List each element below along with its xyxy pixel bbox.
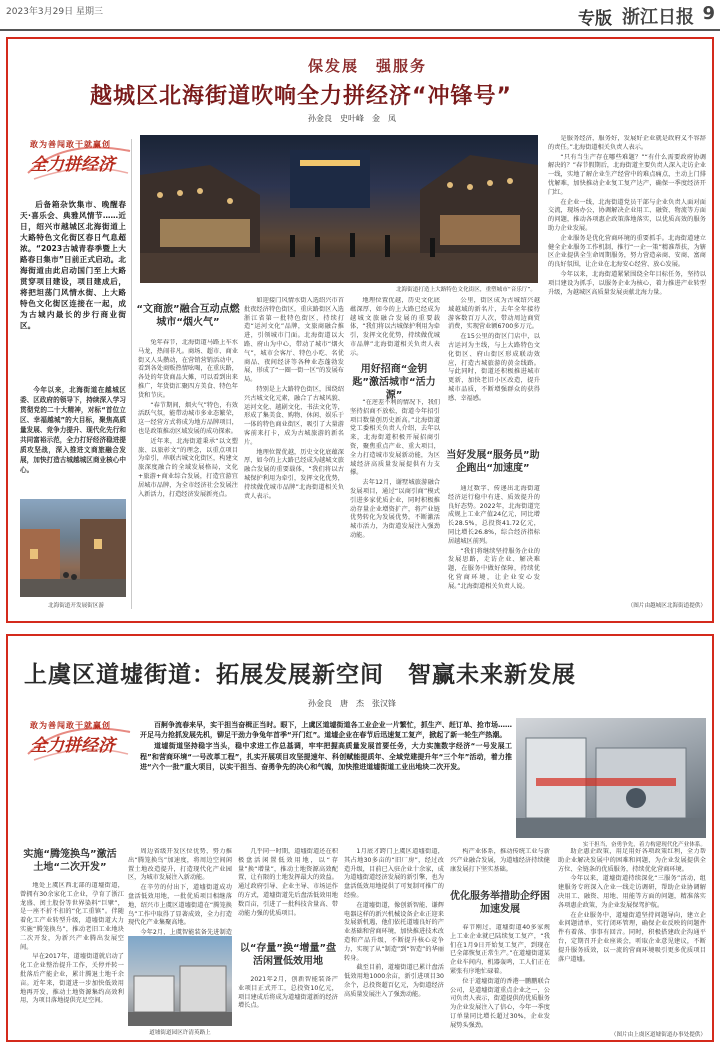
street-photo-caption: 北海街道开发展街区游 [48,603,104,609]
brushstroke-decoration [24,133,134,183]
factory-photo [516,718,706,838]
industrial-park-photo [128,936,232,1026]
issue-date: 2023年3月29日 星期三 [6,7,103,17]
investment-column-top: 地理位置优越，历史文化底蕴深厚，如今的上大路已经成为越城文旅融合发展的重要载体，“我们将以古城保护利用为牵引，发挥文化优势，持续做优城市品牌”北海街道相关负责人表示。 [350,297,440,357]
street-photo-illustration [20,499,126,597]
service-column: 通过数字、传递出北海街道经济运行稳中有进、质效提升的良好态势。2022年，北海街道完成规上工业产值24亿元，同比增长28.5%，总投资41.72亿元，同比增长26.8%，综合经济指标居越城区前列。 “我们将继续坚持服务企业的发展思路，走访企业、解决难题，在服务中做好保障，持续优化营商环境，让企业安心发展。”北海街道相关负责人说。 [448,485,540,590]
campaign-title-2: 全力拼经济 [30,736,115,756]
article2-photo-credit: （图片由上虞区道墟街道办事处提供） [610,1032,706,1038]
masthead [0,0,720,30]
stock-column-top: 几乎同一时期，道墟街道还在积极盘活闲置低效用地，以“存量”换“增量”，推动土地资源高效配置，让有限的土地发挥最大的效益。通过政府引导、企业主导、市场运作的方式，道墟街道先后盘活低效用地数百亩，引进了一批科技含量高、带动能力强的优质项目。 [238,848,338,917]
article-kicker: 保发展 强服务 [308,57,428,75]
article2-headline: 上虞区道墟街道：拓展发展新空间 智赢未来新发展 [24,662,576,688]
service-column-right: 是服务经济，服务好，发展好企业就是政府义不容辞的责任。”北海街道相关负责人表示。 “只有当生产存在哪些难题？”“有什么需要政府协调解决的？”春节假期后，北海街道主要负责人深入走访企业一线，实地了解企业生产经营中的难点痛点，主动上门排忧解难，加快推动企业复工复产达产，确保一季度经济开门红。 在企业一线，北海街道党员干部与企业负责人面对面交流，现场办公，协调解决企业用工、融资、物流等方面的问题，推动各项惠企政策落地落实，以优质高效的服务助力企业发展。 企业服务是优化营商环境的重要抓手。北海街道建立健全企业服务工作机制，推行“一企一策”精准帮扶，为辖区企业提供全生命周期服务，努力营造亲商、安商、富商的良好氛围，让企业在北海安心经营、放心发展。 今年以来，北海街道紧紧围绕全年目标任务，坚持以项目建设为抓手，以服务企业为核心，着力推进产业转型升级，为越城区高质量发展贡献北海力量。 [548,135,706,296]
subhead-service: 当好发展“服务员”助企跑出“加速度” [446,450,540,474]
land-column: 地处上虞区西北部的道墟街道，曾拥有30余家化工企业，孕育了浙江龙盛、闰土股份等世界染料“巨擘”，是一座不折不扣的“化工重镇”。伴随着化工产业转型升级，道墟街道大力实施“腾笼换鸟”，推动老旧工业地块二次开发，为新兴产业腾出发展空间。 早在2017年，道墟街道就启动了化工企业整治提升工作，关停并转一批落后产能企业，累计腾退土地千余亩。近年来，街道进一步加快低效用地再开发，推动土地资源集约高效利用，为项目落地提供充足空间。 [20,882,124,1005]
article2-lead: 百舸争流春来早，实干担当奋楫正当时。眼下，上虞区道墟街道各工业企业一片繁忙，抓生产、赶订单、抢市场……开足马力抢抓发展先机，铆足干劲力争兔年首季“开门红”。道墟企业在春节后迅速复工复产，掀起了新一轮生产热潮。 道墟街道坚持稳字当头，稳中求进工作总基调，牢牢把握高质量发展首要任务，大力实施数字经济“一号发展工程”和营商环境“一号改革工程”，扎实开展项目攻坚提速年、科创赋能提质年、全域党建提升年“三个年”活动，着力推进“六个一批”重大项目，以实干担当、奋勇争先的决心和气魄，加快推进道墟街道工业出地块二次开发。 [140,721,512,771]
night-street-illustration [140,135,538,283]
brushstroke-decoration-2 [24,714,134,764]
masthead-rule [0,29,720,31]
article-daoxu [6,634,714,1042]
article-headline: 越城区北海街道吹响全力拼经济“冲锋号” [90,84,512,109]
campaign-slogan-2: 敢为善闯敢干就赢创 [30,721,111,730]
service-column-2-top: 构产业体系，推动传统工业与新兴产业融合发展，为道墟经济持续健康发展打下坚实基础。 [450,848,550,873]
article-byline: 孙金良 史叶峰 金 凤 [308,114,396,123]
industrial-park-caption: 道墟街道园区许清英路上 [149,1030,211,1036]
newspaper-logo: 浙江日报 [622,7,694,28]
article-beihai [6,37,714,623]
page-number: 9 [702,3,715,24]
industrial-park-illustration [128,936,232,1026]
lead-paragraph: 后备箱杂饮集市、晚醒春天·喜乐会、典雅风情节……近日，绍兴市越城区北海街道上大路特色文化街区春日气息超浓。“2023古城青春季暨上大路春日集市”日前正式启动。北海街道由此启动国门至上大路贯穿项目建设，项目建成后，将把坦荡门风情水街、上大路特色文化街区连接在一起，成为古城内最长的步行商业街区。 [20,200,126,330]
subhead-investment: 用好招商“金钥匙”激活城市“活力源” [352,364,436,401]
campaign-slogan: 敢为善闯敢干就赢创 [30,140,111,149]
factory-illustration [516,718,706,838]
campaign-logo-2 [30,720,115,756]
stock-column: 2021年2月，创新智能装备产业项目正式开工，总投资10亿元，项目建成后将成为道墟街道新的经济增长点。 [238,976,338,1010]
article2-byline: 孙金良 唐 杰 张汉锋 [308,699,396,708]
service-column-2: 春节刚过，道墟街道40多家规上工业企业就已陆续复工复产，“我们在1月9日开始复工复产，到现在已全部恢复正常生产。”在道墟街道某企业车间内，机器轰鸣，工人们正在紧张有序地忙碌着。 位于道墟街道的香港一鹏鹏联合公司，是道墟街道重点企业之一，公司负责人表示，街道提供的优质服务为企业发展注入了信心，今年一季度订单量同比增长超过30%，企业发展势头强劲。 [450,924,550,1029]
land-column-2: 周边省级开发区位优势，努力推出“腾笼换鸟”加速度，将周边空间闲置土地改造提升，打造现代化产业园区，为城市发展注入新动能。 在辛劳的付出下，道墟街道成功盘活低效用地，一批优质项目相继落地，绍兴市上虞区道墟街道在“腾笼换鸟”工作中取得了显著成效，全力打造现代化产业集聚高地。 今年2月，上虞智能装备先进制造 [128,848,232,937]
subhead-service-2: 优化服务举措助企纾困加速发展 [450,891,550,915]
investment-column: “在逆差不利的情况下，我们坚持招商不放松，街道今年招引项目数量创历史新高。”北海街道党工委相关负责人介绍，去年以来，北海街道积极开展招商引资，聚焦重点产业、重大项目，全力打造城市发展新动能，为区域经济高质量发展提供有力支撑。 去年12月，谢墅城旅游融合发展项目，通过“以商引商”模式引进多家优质企业，同时积极推动存量企业增资扩产，将产业链优势转化为发展优势，不断激活城市活力，为街道发展注入强劲动能。 [350,399,440,539]
stock-column-2: 1月底才跨门上虞区道墟街道，其占地30多亩的“旧厂房”，经过改造升级，目前已入驻企业十余家，成为道墟街道经济发展的新引擎，也为盘活低效用地提供了可复制可推广的经验。 在道墟街道，像创新智能、谦辉电器这样的新兴机械设备企业正迎来发展新机遇，他们依托道墟良好的产业基础和营商环境，加快推进技术改造和产品升级，不断提升核心竞争力，实现了从“制造”到“智造”的华丽转身。 截至目前，道墟街道已累计盘活低效用地1000余亩，新引进项目30余个，总投资超百亿元，为街道经济高质量发展注入了强劲动能。 [344,848,444,998]
main-photo-caption: 北海街道打造上大路特色文化街区，重塑城市“音乐厅”。 [395,287,536,293]
factory-photo-caption: 实干担当，奋勇争先，着力构建现代化产业体系。 [582,842,706,848]
intro-paragraph: 今年以来，北海街道在越城区委、区政府的领导下，持续深入学习贯彻党的二十大精神，对标“首位立区、幸福越城”的大目标，聚焦高质量发展、竞争力提升、现代化先行和共同富裕示范，全力打好经济稳进提质攻坚战，深入推进文商旅融合发展，加快打造古城越城区商业核心中心。 [20,386,126,474]
service-column-top: 公里，街区成为古城绍兴越域越域的新名片，去年全年接待游客数百万人次，带动周边商贸消费，实现营业额6700多万元。 在15公里的街区门店中，以古运河为主线，与上大路特色文化街区、府山街区形成联动效应，打造古城旅游的黄金线路。与此同时，街道还积极推进城市更新，加快老旧小区改造，提升城市品质，不断增强群众的获得感、幸福感。 [448,297,540,402]
culture-column-2: 如迎接门风情水街入选绍兴市首批夜经济特色街区，重庆路街区入选浙江省第一批特色街区，持续打造“运河文化”品牌，文旅商融合推进，引领城市门面。北海街道以大路、府山为中心，带动了城市“烟火气”，城市会客厅、特色小吃、名优商品、夜间经济等各种业态蓬勃发展，形成了“一圈一街一区”的发展布局。 特别是上大路特色街区，围绕绍兴古城文化元素，融合了古城风貌、运河文化、越剧文化、书法文化等，形成了集美食、购物、休闲、娱乐于一体的特色商业街区，吸引了大量游客前来打卡，成为古城旅游的新名片。 地理位置优越，历史文化底蕴深厚，如今的上大路已经成为越城文旅融合发展的重要载体，“我们将以古城保护利用为牵引，发挥文化优势，持续做优城市品牌”北海街道相关负责人表示。 [244,297,344,500]
campaign-logo [30,139,115,175]
subhead-culture: “文商旅”融合互动点燃城市“烟火气” [136,304,240,328]
main-night-photo [140,135,538,283]
service-column-2-right: 助企惠企政策，用足用好各项政策红利，全力帮助企业解决发展中的困难和问题，为企业发展提供全方位、全链条的优质服务，持续优化营商环境。 今年以来，道墟街道持续深化“三服务”活动，组建服务专班深入企业一线走访调研，帮助企业协调解决用工、融资、用地、用能等方面的问题，精准落实各项惠企政策，为企业发展保驾护航。 在企业服务中，道墟街道坚持问题导向，建立企业问题清单，实行闭环管理，确保企业反映的问题件件有着落、事事有回音。同时，积极搭建政企沟通平台，定期召开企业座谈会，听取企业意见建议，不断提升服务质效，以一流的营商环境吸引更多优质项目落户道墟。 [558,848,706,963]
section-label: 专版 [578,9,612,29]
subhead-stock: 以“存量”换“增量”盘活闲置低效用地 [239,943,337,967]
article1-photo-credit: （图片由越城区北海街道提供） [627,603,706,609]
culture-column: 兔年春节，北海街道马路上车水马龙，热闹非凡。商场、超市、商业街又人头攒动，在营销营销活动中，看到各处商贩热情吆喝，在重庆路，各处的年货商品大摊，可以看到出来推广，年货街汇聚四方美食、特色年货和节庆。 “春节期间，烟火气”特色，有效活跃气氛，能带动城市多业态繁荣，这一经营方式将成为地方品牌项目，也是政策推动区域发展的成功探索。 近年来，北海街道秉承“以文塑旅、以旅彰文”的理念，以重点项目为牵引，串联古城文化街区，构建文旅深度融合的全域发展格局，文化+旅游+商业综合发展，打造宜游宜居城市品牌，为全市经济社会发展注入新活力，打造经济发展新亮点。 [138,339,238,498]
street-photo [20,499,126,597]
campaign-title: 全力拼经济 [30,155,115,175]
subhead-land: 实施“腾笼换鸟”激活土地“二次开发” [23,849,117,873]
